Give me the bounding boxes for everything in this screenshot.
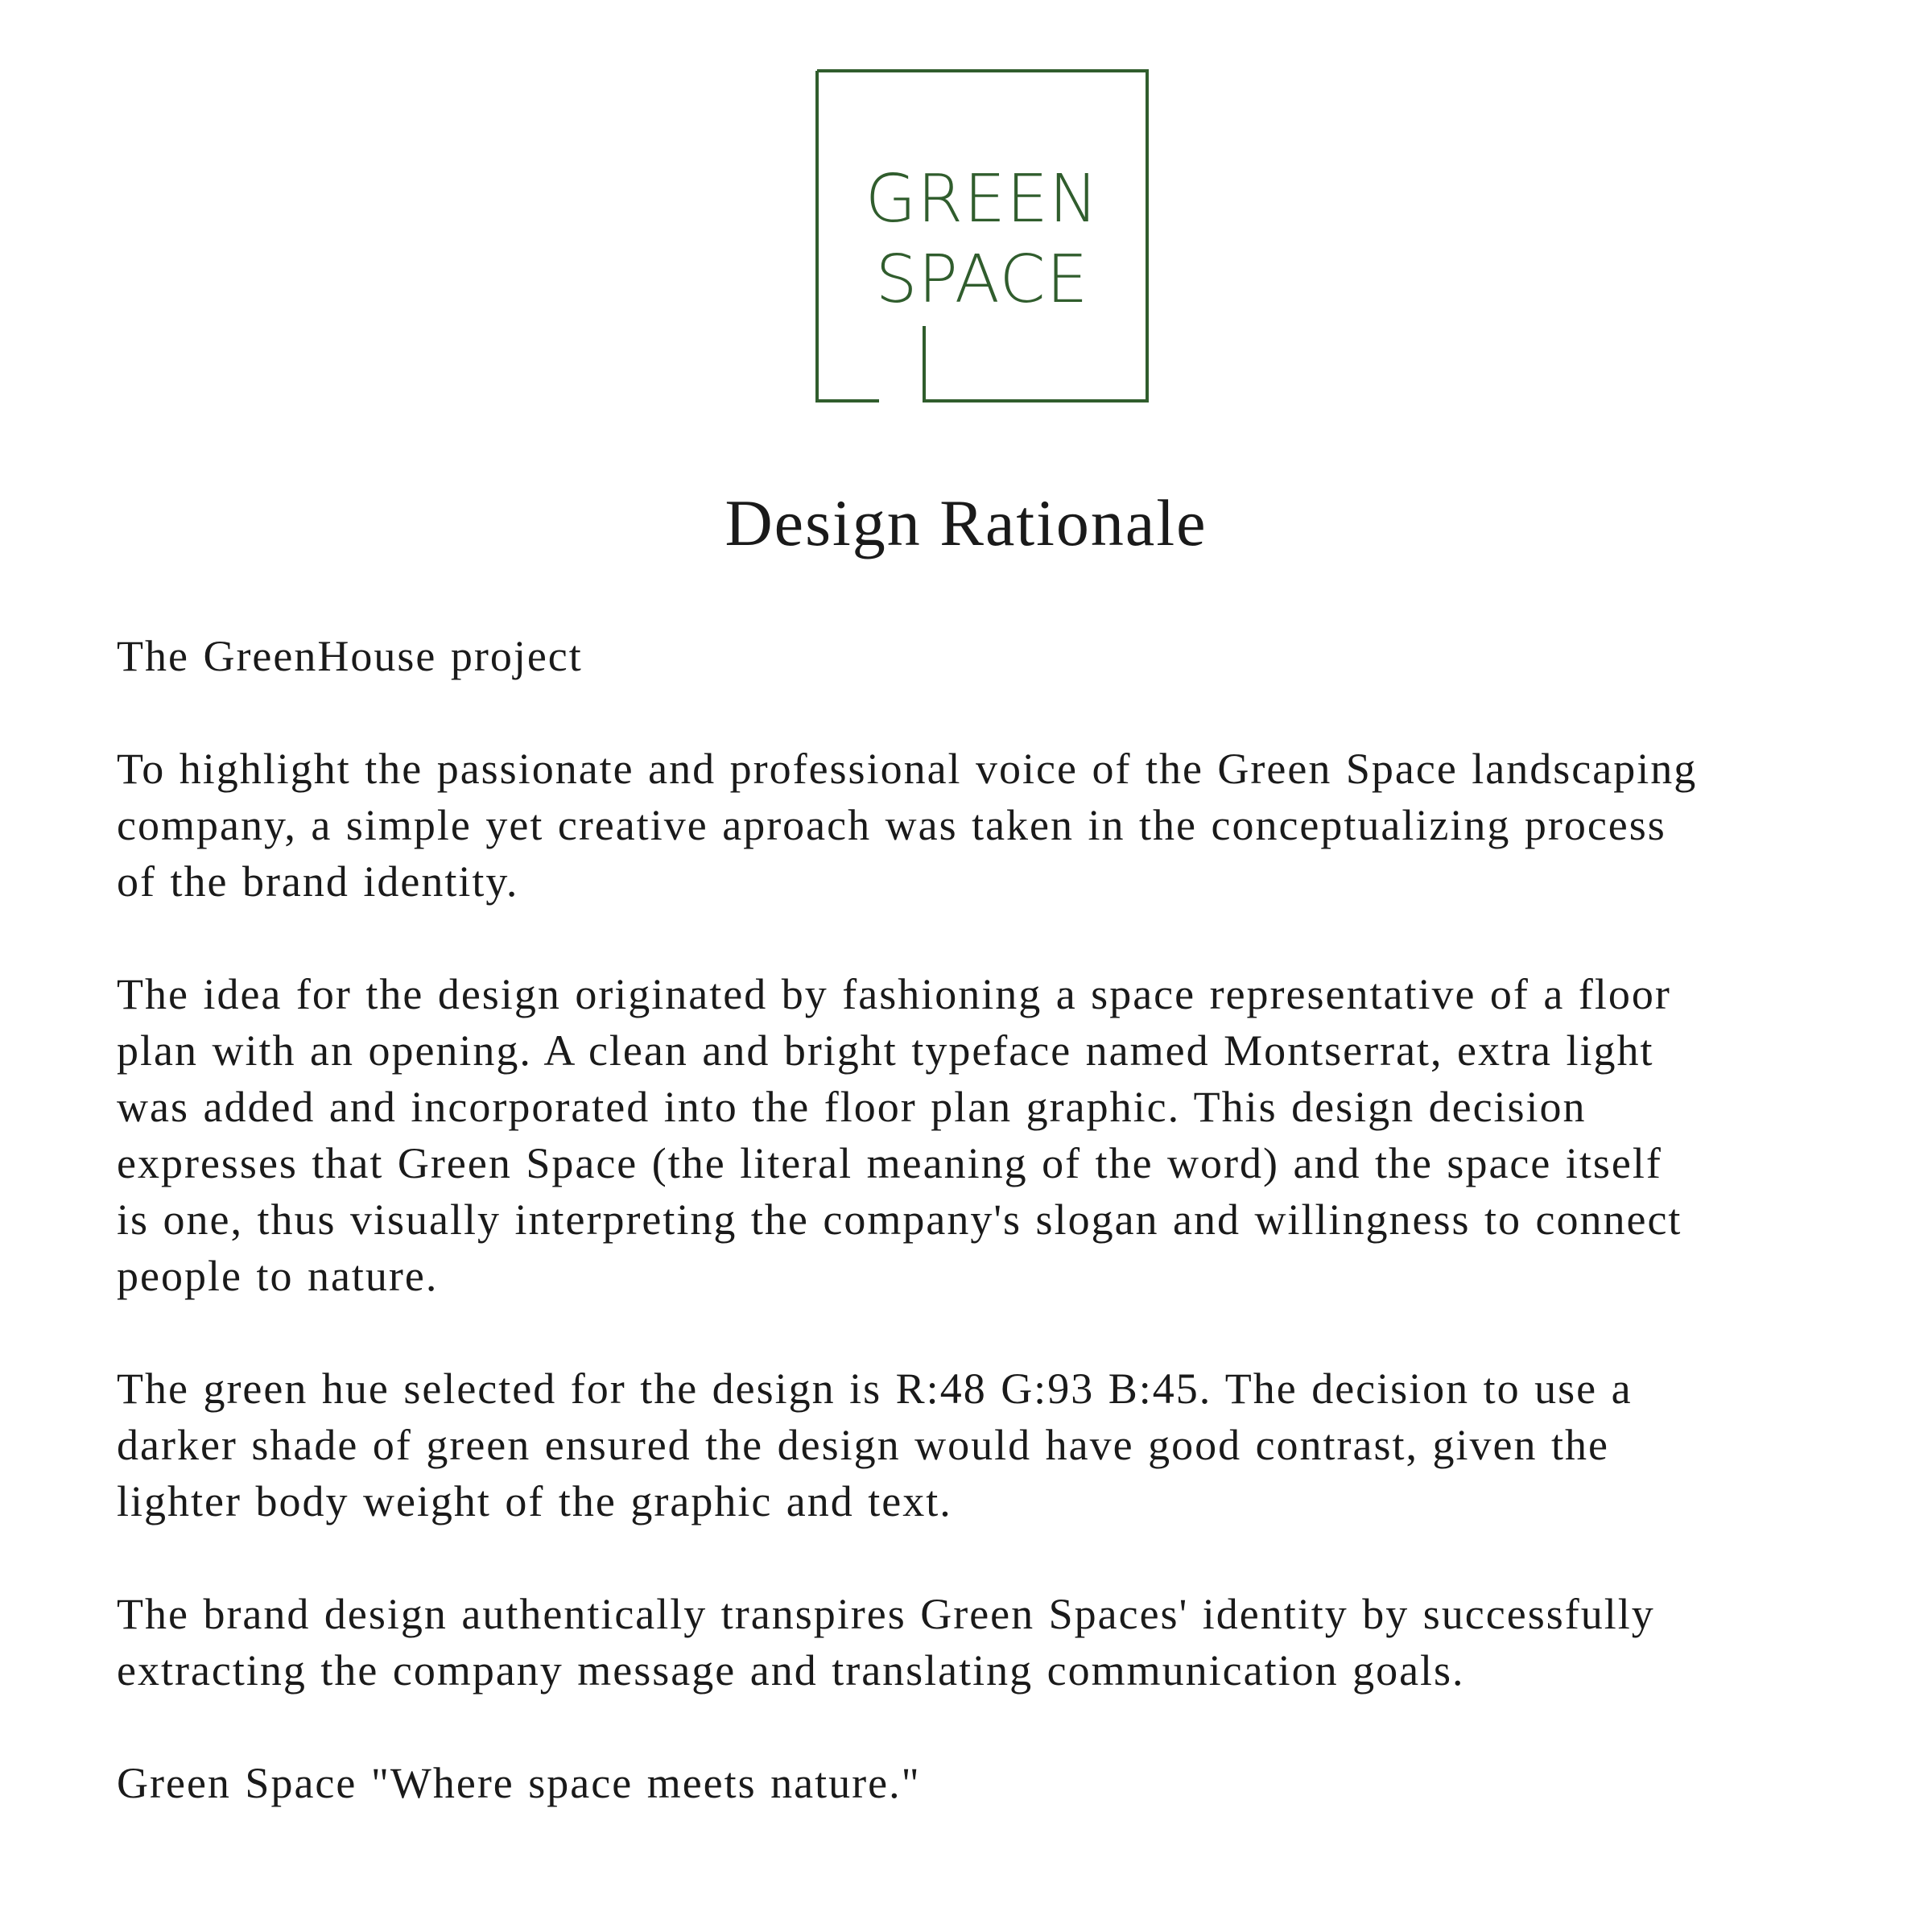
paragraph-intro: To highlight the passionate and professional voice of the Green Space landscaping company, a simple yet creative aproach was taken in the conceptualizing process of the brand identity. (117, 745, 1698, 906)
green-space-logo (815, 68, 1150, 403)
logo-text-space: SPACE (875, 242, 1089, 318)
paragraph-conclusion: The brand design authentically transpires Green Spaces' identity by successfully extracting the company message and translating communication goals. (117, 1590, 1655, 1695)
slogan: Green Space "Where space meets nature." (117, 1759, 921, 1807)
floor-plan-icon (815, 68, 1150, 403)
paragraph-idea: The idea for the design originated by fashioning a space representative of a floor plan with an opening. A clean and bright typeface named Montserrat, extra light was added and incorporated into the floor plan graphic. This design decision expresses that Green Space (the literal meaning of the word) and the space itself is one, thus visually interpreting the company's slogan and willingness to connect people to nature. (117, 970, 1682, 1300)
rationale-body (117, 628, 1888, 1868)
page-title: Design Rationale (724, 486, 1208, 559)
project-name: The GreenHouse project (117, 632, 583, 680)
logo-text-green: GREEN (865, 161, 1100, 237)
paragraph-color: The green hue selected for the design is R:48 G:93 B:45. The decision to use a darker shade of green ensured the design would have good contrast, given the lighter body weight of the graphic and text. (117, 1364, 1633, 1525)
